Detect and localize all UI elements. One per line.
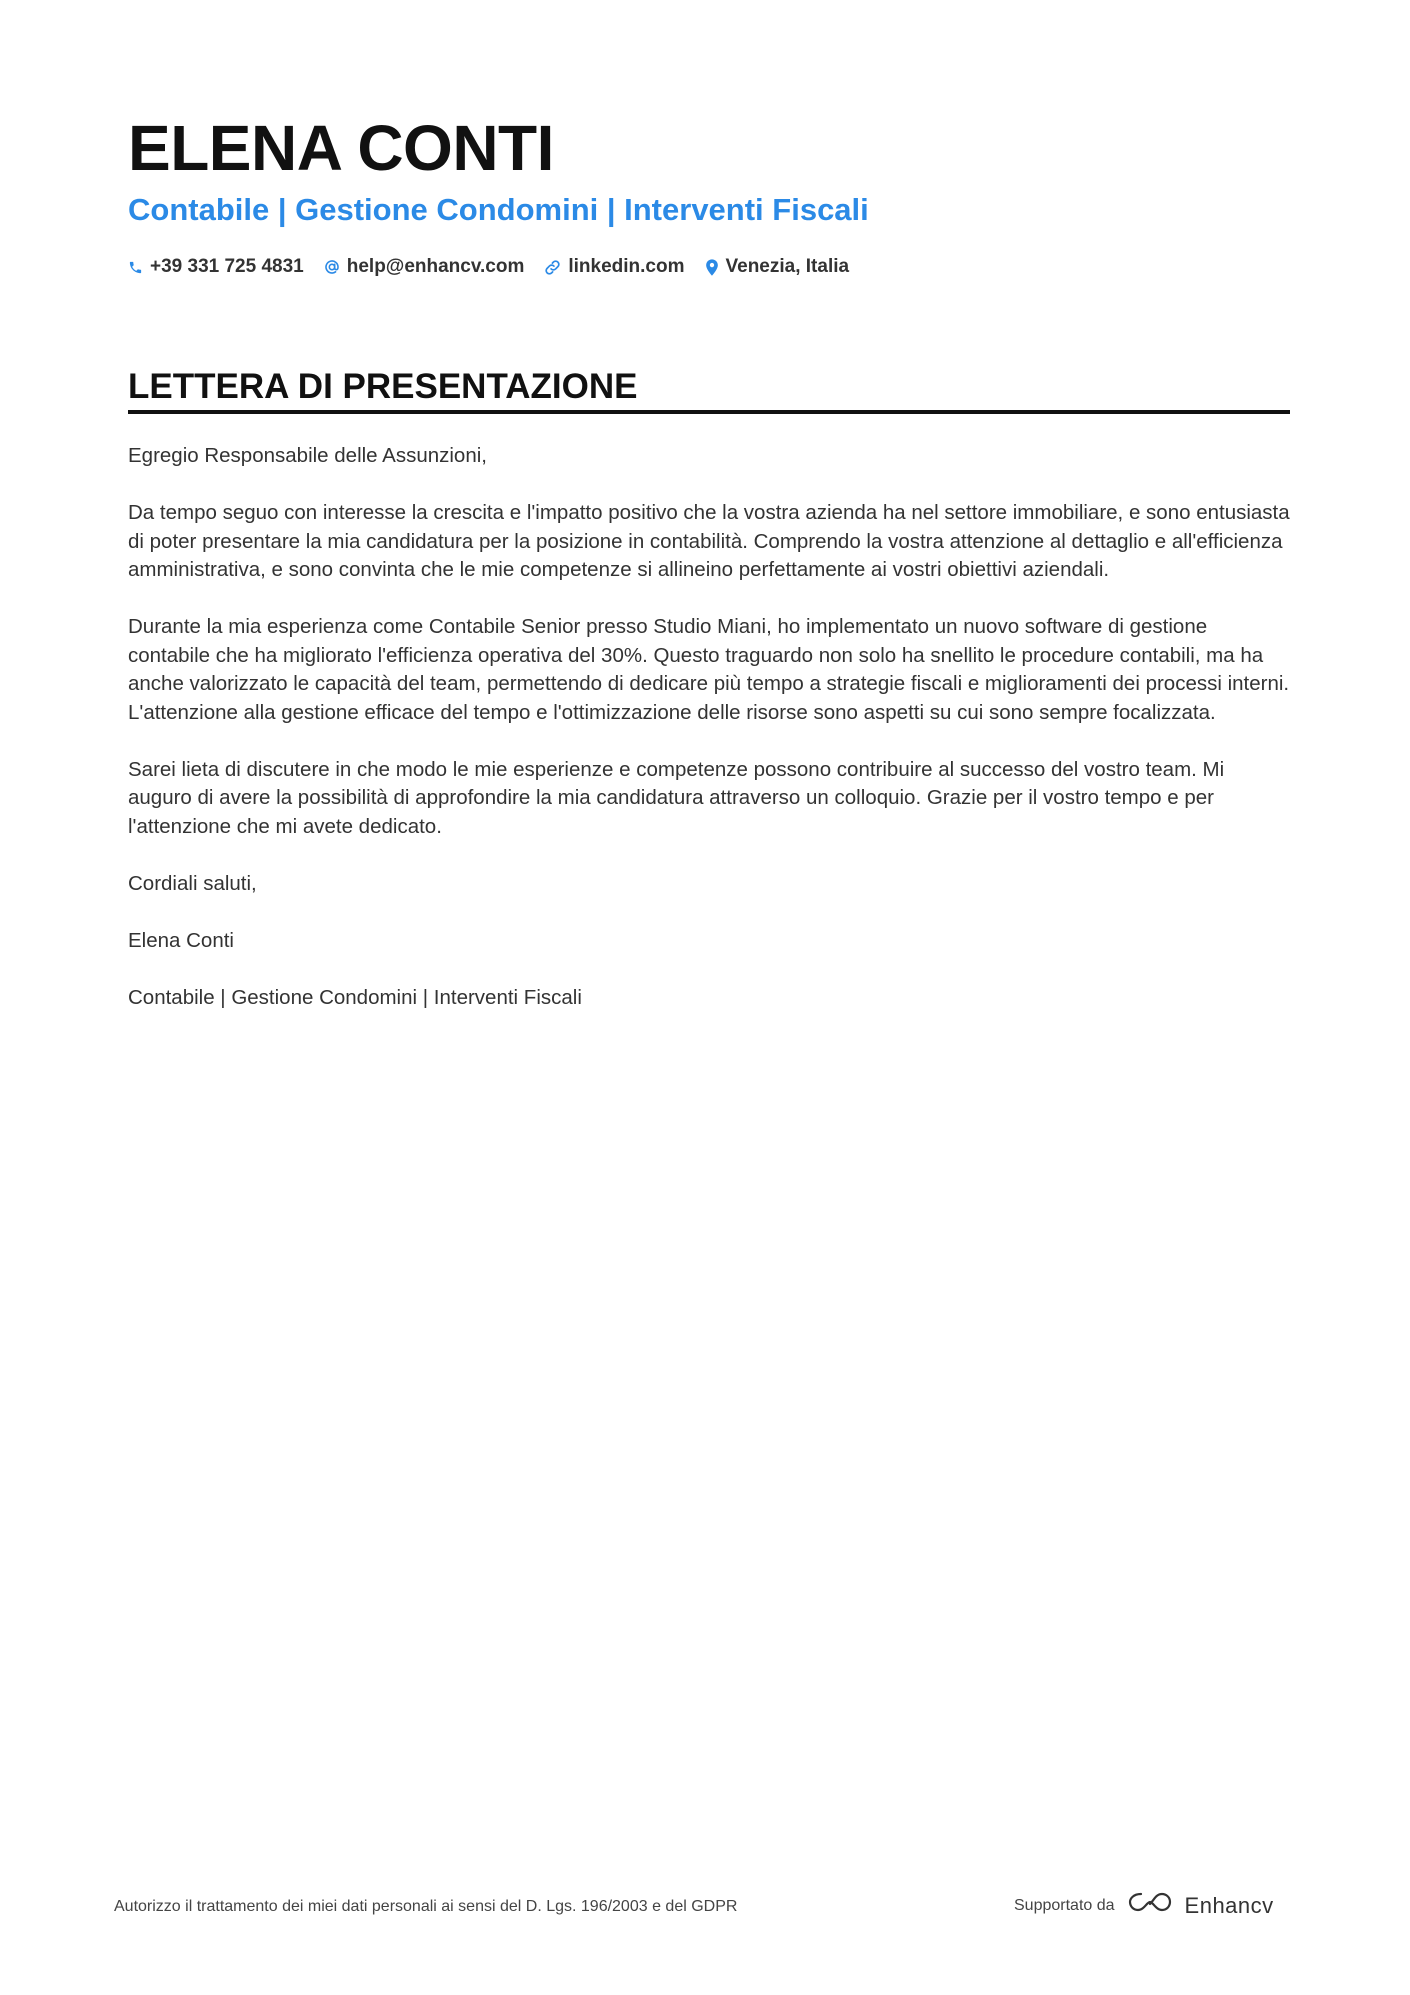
phone-icon [128,260,143,275]
location-text: Venezia, Italia [725,256,850,277]
contact-bar [128,253,849,281]
powered-by-label: Supportato da [1014,1896,1115,1914]
location-pin-icon [705,259,719,276]
letter-paragraph-1: Da tempo seguo con interesse la crescita e l'impatto positivo che la vostra azienda ha nel settore immobiliare, e sono entusiasta di poter presentare la mia candidatura per la posizione in contabilità. Comprendo la vostra attenzione al dettaglio e all'efficienza amministrativa, e sono convinta che le mie competenze si allineino perfettamente ai vostri obiettivi aziendali. [128,501,1290,581]
letter-paragraph-2: Durante la mia esperienza come Contabile Senior presso Studio Miani, ho implementato un nuovo software di gestione contabile che ha migliorato l'efficienza operativa del 30%. Questo traguardo non solo ha snellito le procedure contabili, ma ha anche valorizzato le capacità del team, permettendo di dedicare più tempo a strategie fiscali e miglioramenti dei processi interni. L'attenzione alla gestione efficace del tempo e l'ottimizzazione delle risorse sono aspetti su cui sono sempre focalizzata. [128,615,1290,724]
letter-greeting: Egregio Responsabile delle Assunzioni, [128,444,487,467]
candidate-title: Contabile | Gestione Condomini | Interventi Fiscali [128,192,869,227]
brand-name: Enhancv [1184,1892,1274,1918]
contact-phone [128,253,304,281]
letter-body [128,442,1293,1041]
section-divider [128,410,1290,414]
contact-email[interactable] [324,253,525,281]
contact-linkedin[interactable] [544,253,684,281]
linkedin-link[interactable]: linkedin.com [568,256,685,277]
section-title: LETTERA DI PRESENTAZIONE [128,367,638,406]
phone-number: +39 331 725 4831 [150,256,304,277]
privacy-note: Autorizzo il trattamento dei miei dati personali ai sensi del D. Lgs. 196/2003 e del GDPR [114,1898,738,1915]
enhancv-logo-icon [1127,1890,1173,1921]
email-address[interactable]: help@enhancv.com [346,256,525,277]
at-icon [324,259,340,275]
link-icon [544,259,561,276]
signature-title: Contabile | Gestione Condomini | Interventi Fiscali [128,985,582,1009]
letter-closing: Cordiali saluti, [128,871,257,895]
contact-location [705,253,850,281]
signature-name: Elena Conti [128,928,234,952]
candidate-name: ELENA CONTI [128,112,554,184]
letter-paragraph-3: Sarei lieta di discutere in che modo le mie esperienze e competenze possono contribuire al successo del vostro team. Mi auguro di avere la possibilità di approfondire la mia candidatura attraverso un colloquio. Grazie per il vostro tempo e per l'attenzione che mi avete dedicato. [128,757,1225,838]
powered-by[interactable] [1014,1890,1274,1921]
